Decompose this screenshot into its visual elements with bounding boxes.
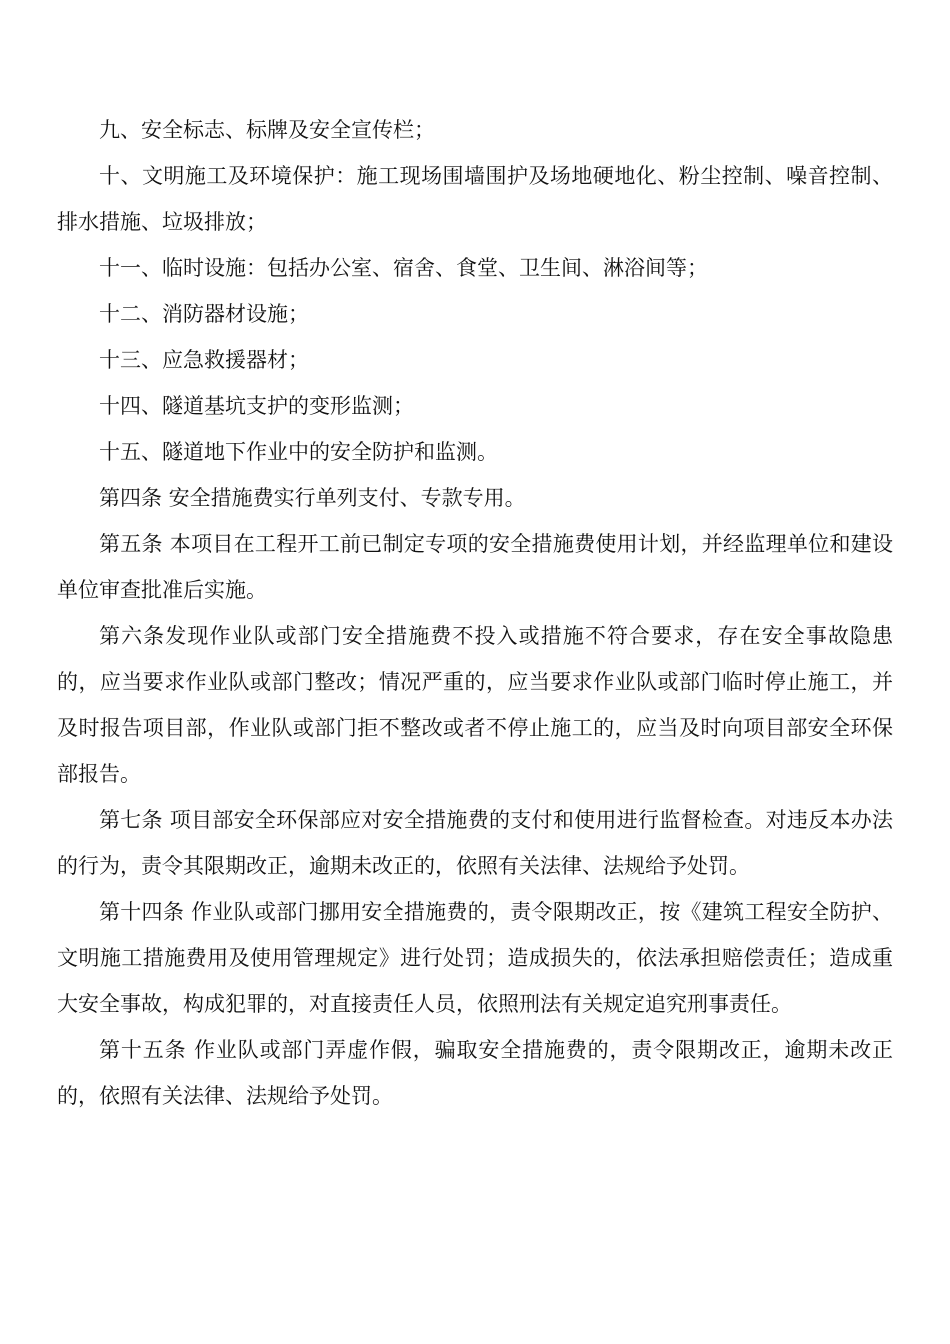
article-14: 第十四条 作业队或部门挪用安全措施费的，责令限期改正，按《建筑工程安全防护、文明施工措施费用及使用管理规定》进行处罚；造成损失的，依法承担赔偿责任；造成重大安全事故，构成犯罪的，对直接责任人员，依照刑法有关规定追究刑事责任。 [57,900,893,1016]
document-body [57,107,893,1119]
article-5: 第五条 本项目在工程开工前已制定专项的安全措施费使用计划，并经监理单位和建设单位审查批准后实施。 [57,532,893,602]
article-7: 第七条 项目部安全环保部应对安全措施费的支付和使用进行监督检查。对违反本办法的行为，责令其限期改正，逾期未改正的，依照有关法律、法规给予处罚。 [57,808,893,878]
paragraph-item-9: 九、安全标志、标牌及安全宣传栏； [99,118,435,142]
article-4: 第四条 安全措施费实行单列支付、专款专用。 [99,486,526,510]
paragraph-item-11: 十一、临时设施：包括办公室、宿舍、食堂、卫生间、淋浴间等； [99,256,708,280]
article-15: 第十五条 作业队或部门弄虚作假，骗取安全措施费的，责令限期改正，逾期未改正的，依照有关法律、法规给予处罚。 [57,1038,893,1108]
paragraph-item-14: 十四、隧道基坑支护的变形监测； [99,394,414,418]
paragraph-item-15: 十五、隧道地下作业中的安全防护和监测。 [99,440,498,464]
article-6: 第六条发现作业队或部门安全措施费不投入或措施不符合要求，存在安全事故隐患的，应当要求作业队或部门整改；情况严重的，应当要求作业队或部门临时停止施工，并及时报告项目部，作业队或部门拒不整改或者不停止施工的，应当及时向项目部安全环保部报告。 [57,624,893,786]
paragraph-item-13: 十三、应急救援器材； [99,348,309,372]
paragraph-item-12: 十二、消防器材设施； [99,302,309,326]
paragraph-item-10: 十、文明施工及环境保护：施工现场围墙围护及场地硬地化、粉尘控制、噪音控制、排水措施、垃圾排放； [57,164,893,234]
